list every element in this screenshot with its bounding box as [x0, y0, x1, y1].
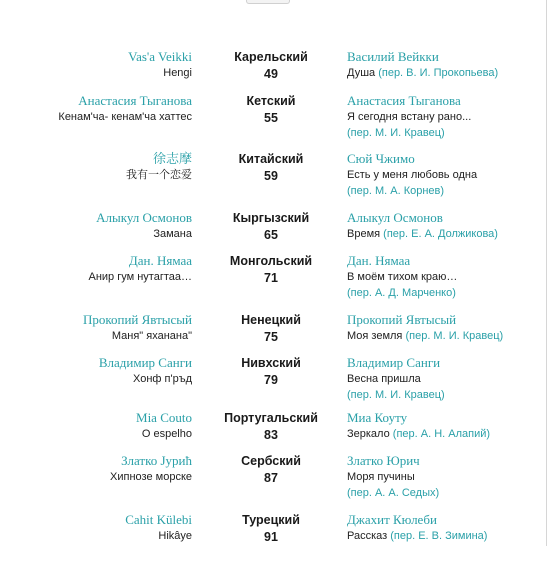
translated-title: Зеркало [347, 428, 390, 440]
translator-link[interactable]: (пер. М. И. Кравец) [405, 330, 504, 342]
translated-author-link[interactable]: Дан. Нямаа [347, 253, 411, 268]
original-author-link[interactable]: Владимир Санги [98, 355, 192, 370]
original-author-link[interactable]: Анастасия Тыганова [78, 93, 192, 108]
page-number: 79 [264, 373, 278, 387]
translated-author-link[interactable]: Прокопий Явтысый [347, 312, 457, 327]
translated-author-link[interactable]: Алыкул Осмонов [347, 210, 443, 225]
translator-link[interactable]: (пер. М. А. Корнев) [347, 185, 445, 197]
language-name: Нивхский [241, 356, 301, 370]
translator-link[interactable]: (пер. Е. А. Должикова) [383, 228, 498, 240]
contents-row [0, 151, 540, 211]
original-block [2, 210, 192, 242]
original-author-link[interactable]: Златко Јурић [121, 453, 192, 468]
original-title: Замана [153, 228, 192, 240]
original-title: O espelho [141, 428, 192, 440]
translator-link[interactable]: (пер. В. И. Прокопьева) [378, 67, 499, 79]
language-block [212, 253, 330, 287]
contents-row [0, 512, 540, 572]
translated-title: Моря пучины [347, 471, 415, 483]
translated-author-link[interactable]: Златко Юрич [347, 453, 420, 468]
language-block [212, 93, 330, 127]
page-number: 87 [264, 471, 278, 485]
translated-title: В моём тихом краю… [347, 271, 458, 283]
original-author-link[interactable]: Алыкул Осмонов [96, 210, 192, 225]
translated-title: Время [347, 228, 381, 240]
contents-row [0, 453, 540, 513]
translator-link[interactable]: (пер. А. А. Седых) [347, 487, 440, 499]
translation-block [347, 253, 537, 301]
language-name: Турецкий [242, 513, 300, 527]
language-name: Кетский [246, 94, 296, 108]
original-block [2, 49, 192, 81]
language-name: Кыргызский [232, 211, 310, 225]
original-title: Hikâye [158, 530, 192, 542]
original-title: Хонф п'ръд [133, 373, 192, 385]
language-name: Монгольский [229, 254, 313, 268]
contents-row [0, 253, 540, 313]
translation-block [347, 151, 537, 199]
language-name: Сербский [241, 454, 301, 468]
page-number: 91 [264, 530, 278, 544]
language-block [212, 151, 330, 185]
translator-link[interactable]: (пер. М. И. Кравец) [347, 127, 445, 139]
page-number: 55 [264, 111, 278, 125]
original-block [2, 253, 192, 285]
translated-author-link[interactable]: Анастасия Тыганова [347, 93, 461, 108]
translated-author-link[interactable]: Василий Вейкки [347, 49, 439, 64]
translation-block [347, 410, 537, 442]
page-number: 71 [264, 271, 278, 285]
translated-title: Рассказ [347, 530, 388, 542]
language-name: Португальский [224, 411, 318, 425]
original-author-link[interactable]: Vas'a Veikki [128, 49, 192, 64]
original-title: Хипнозе морске [110, 471, 192, 483]
page-number: 59 [264, 169, 278, 183]
original-block [2, 151, 192, 183]
original-block [2, 453, 192, 485]
language-block [212, 512, 330, 546]
language-block [212, 410, 330, 444]
page-number: 49 [264, 67, 278, 81]
translator-link[interactable]: (пер. Е. В. Зимина) [390, 530, 488, 542]
page-number: 83 [264, 428, 278, 442]
translation-block [347, 312, 537, 344]
original-author-link[interactable]: 徐志摩 [152, 151, 192, 166]
translated-title: Моя земля [347, 330, 403, 342]
top-tab-handle[interactable] [246, 0, 290, 4]
original-block [2, 512, 192, 544]
original-title: Hengi [163, 67, 192, 79]
translation-block [347, 355, 537, 403]
language-name: Ненецкий [241, 313, 301, 327]
language-block [212, 210, 330, 244]
language-block [212, 355, 330, 389]
contents-row [0, 355, 540, 415]
translated-title: Душа [347, 67, 376, 79]
page-number: 65 [264, 228, 278, 242]
original-block [2, 93, 192, 125]
translation-block [347, 453, 537, 501]
translated-author-link[interactable]: Джахит Кюлеби [347, 512, 437, 527]
language-block [212, 453, 330, 487]
page-number: 75 [264, 330, 278, 344]
translated-title: Весна пришла [347, 373, 421, 385]
original-author-link[interactable]: Cahit Külebi [125, 512, 192, 527]
original-block [2, 312, 192, 344]
original-author-link[interactable]: Mia Couto [136, 410, 192, 425]
language-block [212, 49, 330, 83]
original-author-link[interactable]: Дан. Нямаа [128, 253, 192, 268]
original-title: Анир гум нутагтаа… [88, 271, 192, 283]
translator-link[interactable]: (пер. А. Н. Алапий) [392, 428, 491, 440]
original-title: Кенам'ча- кенам'ча хаттес [58, 111, 192, 123]
original-title: 我有一个恋爱 [126, 169, 192, 181]
translated-title: Есть у меня любовь одна [347, 169, 478, 181]
translated-author-link[interactable]: Владимир Санги [347, 355, 441, 370]
original-title: Маня" яханана" [111, 330, 192, 342]
language-name: Карельский [234, 50, 308, 64]
translation-block [347, 93, 537, 141]
original-block [2, 355, 192, 387]
translated-author-link[interactable]: Сюй Чжимо [347, 151, 415, 166]
contents-row [0, 93, 540, 153]
language-block [212, 312, 330, 346]
translator-link[interactable]: (пер. М. И. Кравец) [347, 389, 445, 401]
translation-block [347, 49, 537, 81]
original-author-link[interactable]: Прокопий Явтысый [82, 312, 192, 327]
translation-block [347, 512, 537, 544]
translation-block [347, 210, 537, 242]
original-block [2, 410, 192, 442]
translated-author-link[interactable]: Миа Коуту [347, 410, 408, 425]
translated-title: Я сегодня встану рано... [347, 111, 472, 123]
translator-link[interactable]: (пер. А. Д. Марченко) [347, 287, 456, 299]
language-name: Китайский [238, 152, 304, 166]
